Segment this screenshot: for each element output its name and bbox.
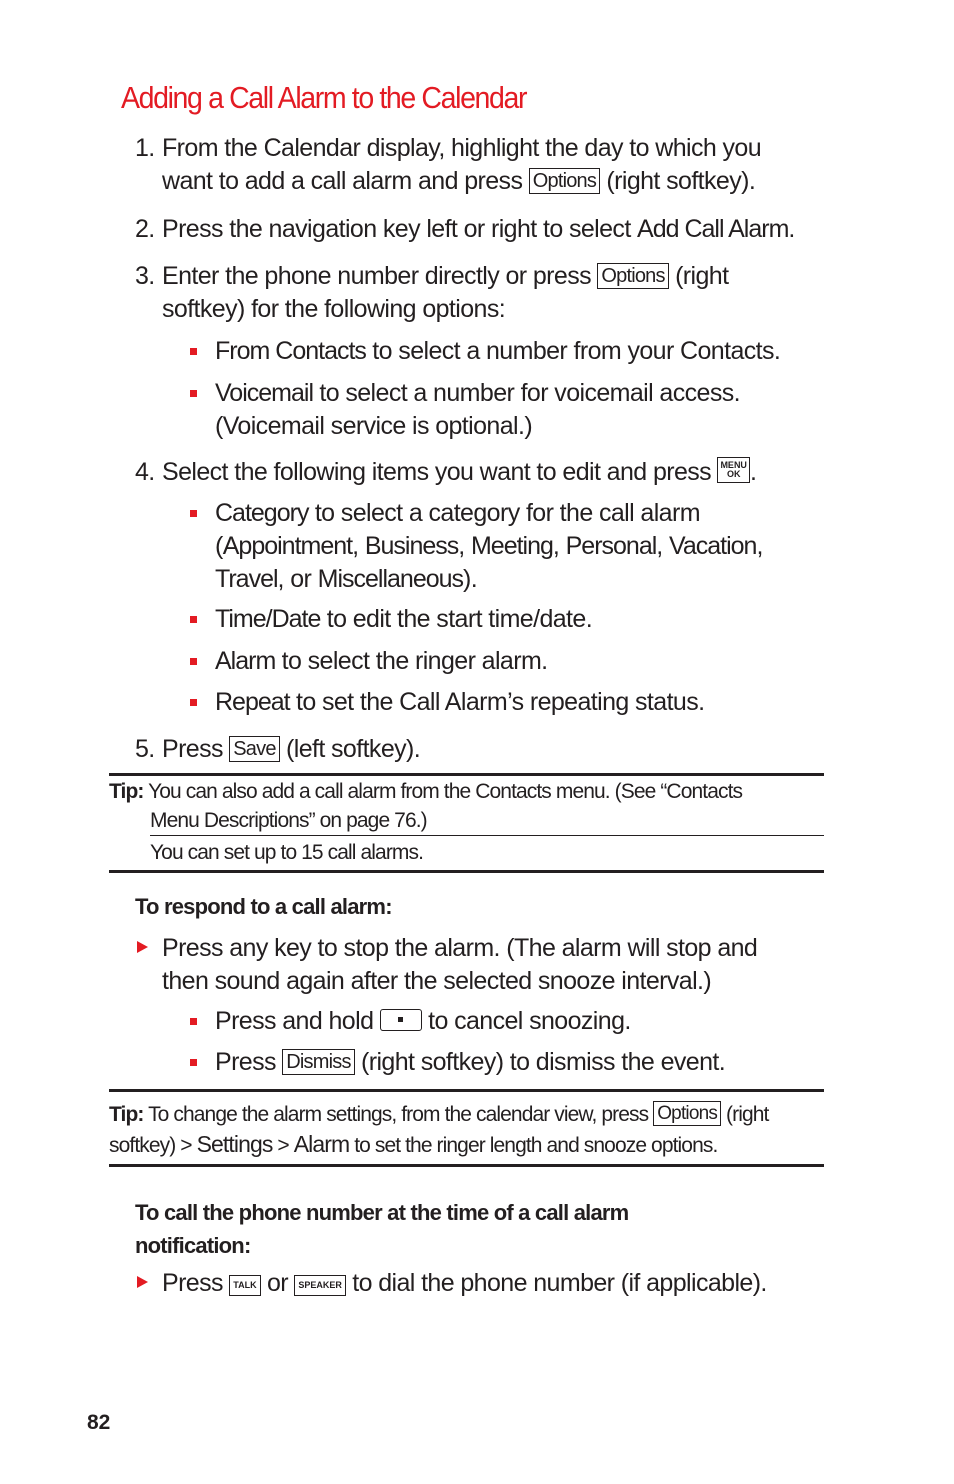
category-name: Vacation — [669, 532, 757, 560]
bullet-from-contacts — [215, 335, 780, 368]
tip-2-line-2 — [109, 1130, 717, 1160]
bullet-voicemail — [215, 377, 740, 443]
step-4-text — [162, 456, 756, 489]
tip-divider — [109, 1089, 824, 1092]
page-number: 82 — [87, 1411, 111, 1434]
heading-line: notification: — [135, 1233, 251, 1258]
option-name: Voicemail — [215, 379, 313, 407]
step-text-line: softkey) for the following options: — [162, 295, 506, 323]
step-number: 3. — [135, 262, 155, 290]
respond-instruction — [162, 932, 757, 998]
step-4 — [135, 456, 155, 489]
step-number: 4. — [135, 458, 155, 486]
bullet-square-icon — [190, 348, 197, 355]
bullet-alarm — [215, 645, 548, 678]
tip-2 — [109, 1100, 768, 1129]
bullet-cancel-snooze — [215, 1005, 631, 1038]
category-name: Business — [364, 532, 459, 560]
step-3 — [135, 260, 155, 293]
bullet-line — [215, 563, 763, 596]
bullet-text: to edit the start time/date. — [326, 605, 593, 633]
punct: ( — [215, 532, 223, 560]
bullet-repeat — [215, 686, 704, 719]
step-1 — [135, 132, 155, 165]
tip-1-line-2: Menu Descriptions” on page 76.) — [150, 809, 427, 832]
step-text: . — [749, 458, 757, 486]
step-text: (right — [675, 262, 729, 290]
bullet-category — [215, 497, 763, 596]
option-name: Category — [215, 499, 309, 527]
bullet-text: to select a number for voicemail access. — [319, 379, 740, 407]
step-1-text — [162, 132, 761, 198]
category-name: Meeting — [470, 532, 553, 560]
key-label: OK — [726, 469, 741, 479]
step-text: want to add a call alarm and press — [162, 167, 523, 195]
options-softkey: Options — [597, 263, 668, 289]
tip-label: Tip: — [109, 1103, 144, 1126]
bullet-line — [215, 497, 763, 530]
tip-text: You can also add a call alarm from the Contacts menu. (See “Contacts — [148, 780, 743, 803]
tip-text: (right — [726, 1103, 769, 1126]
bullet-square-icon — [190, 1018, 197, 1025]
step-5 — [135, 733, 155, 766]
step-2 — [135, 213, 155, 246]
step-2-text — [162, 213, 795, 246]
menu-path-settings: Settings — [196, 1131, 273, 1157]
instruction-text: or — [266, 1269, 288, 1297]
instruction-text: to dial the phone number (if applicable). — [352, 1269, 767, 1297]
bullet-text: to select the ringer alarm. — [281, 647, 548, 675]
step-text-line — [162, 165, 761, 198]
category-name: Miscellaneous — [317, 565, 464, 593]
step-text: (right softkey). — [606, 167, 756, 195]
step-number: 2. — [135, 215, 155, 243]
tip-divider — [109, 1164, 824, 1167]
step-5-text — [162, 733, 420, 766]
option-name: Repeat — [215, 688, 290, 716]
instruction-line: Press any key to stop the alarm. (The alarm will stop and — [162, 934, 758, 962]
step-number: 1. — [135, 134, 155, 162]
category-name: Appointment — [222, 532, 353, 560]
dismiss-softkey: Dismiss — [282, 1049, 354, 1075]
bullet-square-icon — [190, 699, 197, 706]
menu-path-alarm: Alarm — [293, 1131, 350, 1157]
nav-key-icon — [380, 1009, 422, 1031]
menu-ok-key-icon — [717, 457, 750, 483]
step-text: Press — [162, 735, 223, 763]
options-softkey: Options — [529, 168, 600, 194]
speaker-key-icon: SPEAKER — [294, 1275, 346, 1296]
tip-text: softkey) > — [109, 1134, 192, 1157]
category-name: Travel — [215, 565, 278, 593]
tip-text: to set the ringer length and snooze options. — [354, 1134, 718, 1157]
bullet-text: to set the Call Alarm’s repeating status. — [295, 688, 705, 716]
punct: , or — [277, 565, 312, 593]
bullet-text: to select a category for the call alarm — [314, 499, 700, 527]
tip-divider — [109, 773, 824, 776]
step-text-line — [162, 260, 728, 293]
bullet-square-icon — [190, 1059, 197, 1066]
call-heading — [135, 1196, 628, 1262]
tip-text: To change the alarm settings, from the calendar view, press — [148, 1103, 649, 1126]
tip-label: Tip: — [109, 780, 144, 803]
bullet-time-date — [215, 603, 592, 636]
arrow-bullet-icon — [137, 941, 148, 953]
step-text: Select the following items you want to edit and press — [162, 458, 712, 486]
tip-text: > — [277, 1134, 289, 1157]
bullet-dismiss — [215, 1046, 725, 1079]
talk-key-icon: TALK — [229, 1275, 260, 1296]
bullet-text: Press and hold — [215, 1007, 374, 1035]
key-label: MENU — [720, 460, 747, 470]
bullet-square-icon — [190, 658, 197, 665]
call-instruction — [162, 1267, 767, 1300]
step-3-text — [162, 260, 728, 326]
option-name: Time/Date — [215, 605, 321, 633]
step-text: (left softkey). — [286, 735, 421, 763]
respond-heading: To respond to a call alarm: — [135, 894, 392, 919]
tip-1-line-3: You can set up to 15 call alarms. — [150, 841, 424, 864]
instruction-line: then sound again after the selected snooze interval.) — [162, 967, 712, 995]
instruction-text: Press — [162, 1269, 223, 1297]
step-number: 5. — [135, 735, 155, 763]
step-text: . — [788, 215, 795, 243]
bullet-line — [215, 377, 740, 410]
bullet-square-icon — [190, 390, 197, 397]
category-name: Personal — [565, 532, 657, 560]
bullet-text: to select a number from your Contacts. — [372, 337, 781, 365]
step-text-line: From the Calendar display, highlight the day to which you — [162, 134, 762, 162]
punct: ). — [463, 565, 478, 593]
tip-1 — [109, 777, 742, 806]
page-title: Adding a Call Alarm to the Calendar — [121, 80, 527, 115]
option-name: From Contacts — [215, 337, 366, 365]
option-name: Alarm — [215, 647, 276, 675]
bullet-line: (Appointment, Business, Meeting, Personal, Vacation, — [215, 530, 763, 563]
bullet-square-icon — [190, 510, 197, 517]
tip-inner-divider — [150, 835, 824, 836]
options-softkey: Options — [653, 1101, 721, 1126]
tip-divider — [109, 870, 824, 873]
bullet-text: (right softkey) to dismiss the event. — [361, 1048, 726, 1076]
heading-line: To call the phone number at the time of a call alarm — [135, 1200, 629, 1225]
arrow-bullet-icon — [137, 1276, 148, 1288]
save-softkey: Save — [229, 736, 279, 762]
step-text: Press the navigation key left or right to select — [162, 215, 631, 243]
bullet-square-icon — [190, 616, 197, 623]
bullet-line: (Voicemail service is optional.) — [215, 412, 533, 440]
step-text: Enter the phone number directly or press — [162, 262, 592, 290]
menu-option-name: Add Call Alarm — [637, 215, 789, 243]
bullet-text: to cancel snoozing. — [428, 1007, 631, 1035]
bullet-text: Press — [215, 1048, 276, 1076]
